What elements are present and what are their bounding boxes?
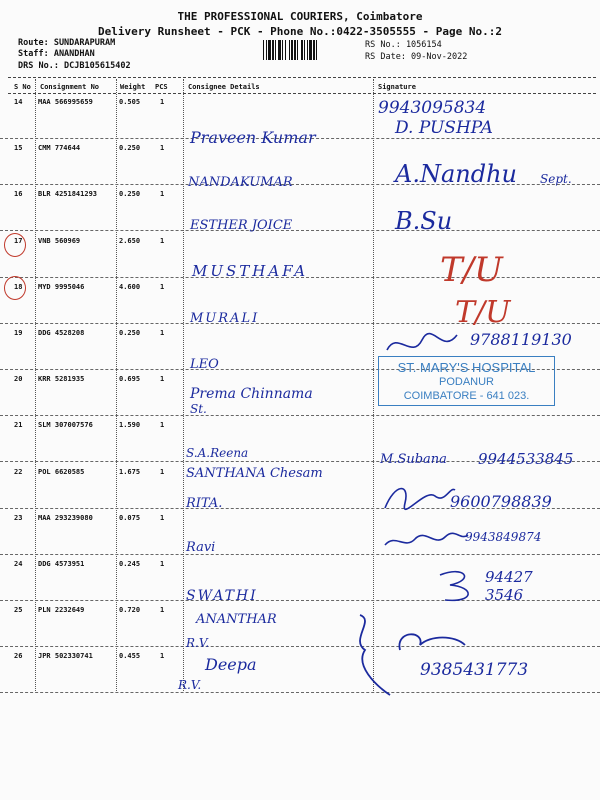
row-weight: 2.650 [119, 237, 141, 245]
handwritten-consignee: SWATHI [186, 588, 258, 604]
route-label: Route: SUNDARAPURAM [18, 38, 116, 48]
row-pcs: 1 [160, 329, 165, 337]
handwritten-consignee: MUSTHAFA [192, 262, 309, 280]
row-weight: 0.245 [119, 560, 141, 568]
row-sno: 20 [14, 375, 23, 383]
hospital-stamp [378, 356, 555, 406]
handwritten-consignee: R.V. [186, 636, 210, 650]
company-title: THE PROFESSIONAL COURIERS, Coimbatore [177, 10, 423, 23]
row-divider [0, 646, 600, 647]
handwritten-signature: B.Su [395, 207, 453, 235]
staff-label: Staff: ANANDHAN [18, 49, 95, 59]
row-pcs: 1 [160, 606, 165, 614]
handwritten-phone: 9943095834 [378, 98, 487, 118]
handwritten-consignee: NANDAKUMAR [188, 175, 293, 190]
handwritten-signature: A.Nandhu [395, 160, 518, 188]
handwritten-consignee: S.A.Reena [186, 446, 249, 460]
scribble-signature [345, 610, 475, 700]
stamp-line-2: PODANUR [438, 376, 494, 388]
handwritten-consignee: ESTHER JOICE [190, 218, 293, 233]
barcode-image [262, 40, 360, 60]
handwritten-consignee: St. [190, 402, 207, 416]
handwritten-consignee: SANTHANA Chesam [186, 466, 323, 481]
red-circle-mark [4, 276, 26, 300]
row-pcs: 1 [160, 237, 165, 245]
handwritten-consignee: RITA. [186, 496, 223, 511]
handwritten-consignee: ANANTHAR [196, 612, 277, 627]
row-weight: 0.695 [119, 375, 141, 383]
handwritten-consignee: R.V. [178, 678, 202, 692]
row-consignment-no: PLN 2232649 [38, 606, 85, 614]
row-pcs: 1 [160, 421, 165, 429]
row-consignment-no: DDG 4573951 [38, 560, 85, 568]
row-weight: 0.455 [119, 652, 141, 660]
runsheet-title: Delivery Runsheet - PCK - Phone No.:0422-3505555 - Page No.:2 [98, 25, 502, 38]
handwritten-consignee: Ravi [186, 540, 216, 555]
handwritten-consignee: Prema Chinnama [190, 386, 313, 402]
row-sno: 15 [14, 144, 23, 152]
handwritten-phone: 94427 3546 [485, 568, 533, 604]
red-handwritten-mark: T/U [455, 295, 511, 330]
row-pcs: 1 [160, 98, 165, 106]
col-signature: Signature [378, 83, 416, 91]
row-consignment-no: BLR 4251841293 [38, 190, 98, 198]
row-sno: 18 [14, 283, 23, 291]
row-sno: 17 [14, 237, 23, 245]
row-sno: 24 [14, 560, 23, 568]
handwritten-phone: 9385431773 [420, 660, 529, 680]
row-weight: 0.075 [119, 514, 141, 522]
row-sno: 14 [14, 98, 23, 106]
row-pcs: 1 [160, 190, 165, 198]
stamp-line-3: COIMBATORE - 641 023. [403, 390, 530, 402]
handwritten-note: Sept. [540, 172, 572, 186]
handwritten-phone: 9600798839 [450, 492, 552, 511]
col-consignment: Consignment No [40, 83, 100, 91]
row-consignment-no: DDG 4528208 [38, 329, 85, 337]
row-weight: 0.250 [119, 144, 141, 152]
row-consignment-no: MAA 293239080 [38, 514, 93, 522]
col-sno: S No [14, 83, 31, 91]
handwritten-consignee: MURALI [190, 311, 260, 326]
rs-number: RS No.: 1056154 [365, 40, 442, 50]
row-pcs: 1 [160, 468, 165, 476]
stamp-line-1: ST. MARY'S HOSPITAL [397, 360, 536, 375]
row-weight: 0.250 [119, 329, 141, 337]
row-sno: 26 [14, 652, 23, 660]
handwritten-phone: 9944533845 [478, 450, 574, 468]
col-consignee: Consignee Details [188, 83, 260, 91]
colhead-divider [8, 93, 596, 94]
col-pcs: PCS [155, 83, 168, 91]
row-consignment-no: JPR 502330741 [38, 652, 93, 660]
row-weight: 1.675 [119, 468, 141, 476]
row-divider [0, 230, 600, 231]
red-circle-mark [4, 233, 26, 257]
row-consignment-no: SLM 307007576 [38, 421, 93, 429]
row-pcs: 1 [160, 283, 165, 291]
handwritten-consignee: Deepa [205, 655, 257, 674]
row-pcs: 1 [160, 514, 165, 522]
row-pcs: 1 [160, 560, 165, 568]
handwritten-consignee: Praveen Kumar [190, 128, 316, 147]
row-weight: 0.505 [119, 98, 141, 106]
handwritten-signature: D. PUSHPA [395, 118, 493, 138]
handwritten-signature: M.Subana [380, 452, 447, 467]
row-weight: 0.720 [119, 606, 141, 614]
row-sno: 23 [14, 514, 23, 522]
row-weight: 4.600 [119, 283, 141, 291]
row-consignment-no: MYD 9995046 [38, 283, 85, 291]
row-divider [0, 692, 600, 693]
row-weight: 1.590 [119, 421, 141, 429]
drs-number: DRS No.: DCJB105615402 [18, 61, 131, 71]
rs-date: RS Date: 09-Nov-2022 [365, 52, 468, 62]
row-sno: 22 [14, 468, 23, 476]
handwritten-phone: 9943849874 [465, 530, 542, 544]
scribble-signature [380, 478, 460, 518]
row-consignment-no: POL 6620585 [38, 468, 85, 476]
row-pcs: 1 [160, 375, 165, 383]
scribble-signature [380, 525, 470, 555]
row-sno: 16 [14, 190, 23, 198]
red-handwritten-mark: T/U [440, 250, 503, 290]
row-pcs: 1 [160, 652, 165, 660]
header-divider [8, 77, 596, 78]
handwritten-phone: 9788119130 [470, 330, 572, 349]
row-consignment-no: MAA 566995659 [38, 98, 93, 106]
row-divider [0, 415, 600, 416]
row-consignment-no: CMM 774644 [38, 144, 81, 152]
row-sno: 25 [14, 606, 23, 614]
row-pcs: 1 [160, 144, 165, 152]
col-weight: Weight [120, 83, 146, 91]
handwritten-consignee: LEO [190, 357, 219, 372]
row-consignment-no: VNB 560969 [38, 237, 81, 245]
row-weight: 0.250 [119, 190, 141, 198]
row-sno: 19 [14, 329, 23, 337]
row-divider [0, 554, 600, 555]
row-sno: 21 [14, 421, 23, 429]
row-consignment-no: KRR 5281935 [38, 375, 85, 383]
scribble-signature [435, 565, 485, 605]
